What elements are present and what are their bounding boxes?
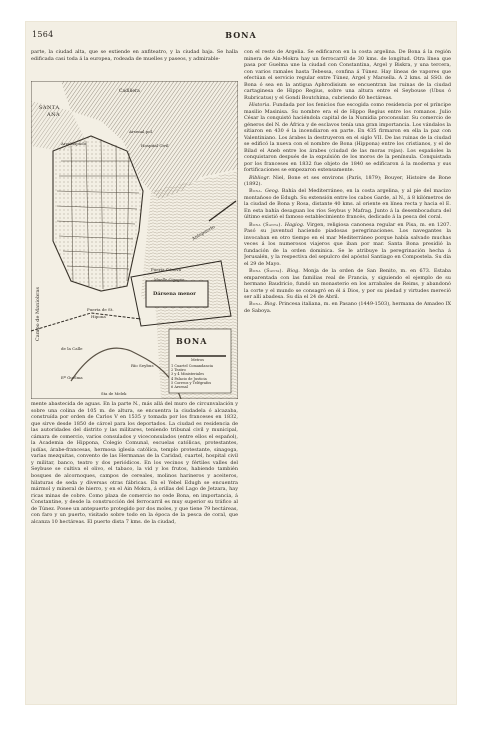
map-label-cadiliera: Cadiliera [119, 89, 140, 94]
left-column-top [31, 49, 238, 80]
city-map [31, 81, 238, 399]
map-label-darsena: Dársena menor [153, 291, 196, 297]
legend-item: 2 Teatro [171, 368, 186, 373]
paragraph [244, 102, 451, 174]
map-label-campo-maniobras: Campo de Maniobras [35, 286, 42, 342]
entry-head: Bona. [249, 188, 265, 195]
entry-text: Fundada por los fenicios fue escogida como residencia por el príncipe masilio Masinisa. Su nombre era el de Hippo Regius entre los romanos. Julio César la conquistó haciéndola capital de la Numidia proconsular. Su comercio de géneros del N. de África y de esclavos tenía una gran importancia. Los vándalos la sitiaron en 430 é la incendiaron en parte. En 435 firmaron en ella la paz con Valentiniano. Los árabes la destruyeron en el siglo VII. De las ruinas de la ciudad se edificó la nueva con el nombre de Bona (Hippona) entre los cristianos, y el de Bilad el Aneb entre los árabes (ciudad de las moras rojas). Los españoles la conquistaron después de la expulsión de los moros de la península. Conquistada por los franceses en 1832 fue objeto de 1840 se edificaron á la moderna y sus fortificaciones se empezaron extensamente. [244, 101, 451, 174]
map-label-puerta-st: Puerta de St. [87, 307, 114, 312]
section-lead: Bibliogr. [249, 174, 271, 181]
paragraph: parte, la ciudad alta, que se extiende en anfiteatro, y la ciudad baja. Se halla edificada casi toda á la europea, rodeada de muelles y paseos, y admirable- [31, 49, 238, 62]
map-label-ana: ANA [47, 112, 61, 118]
entry-text: Monja de la orden de San Benito, m. en 673. Estaba emparentada con las familias real de Francia, y siguiendo el ejemplo de su hermano Baudricio, fundó un monasterio en los arrabales de Reims, y abandonó la corte y el mundo se consagró en él á Dios, y por su piedad y virtudes mereció ser allí abadesa. Su día el 24 de Abril. [244, 268, 451, 301]
dictionary-entry [244, 188, 451, 221]
legend-item: 5 Correos y Telégrafos [171, 380, 212, 385]
entry-category: Biog. [264, 301, 278, 308]
dictionary-entry [244, 222, 451, 268]
encyclopedia-page [26, 22, 456, 704]
map-legend [171, 364, 213, 389]
dictionary-entry [244, 268, 451, 301]
map-label-puerta-genova: Puerta Génova [151, 267, 182, 272]
entry-text: Virgen, religiosa canonesa regular en Pisa, m. en 1207. Pasó su juventud haciendo piadosas peregrinaciones. Los navegantes la invocaban en otro tiempo en el mar Mediterráneo porque había salvado muchas veces á los numerosos viajeros que iban por mar. Santa Bona presidió la fundación de la orden dominica. Se le atribuye la peregrinación hecha á Jerusalén, y la respectiva del sepulcro del apóstol Santiago en Compostela. Su día el 29 de Mayo. [244, 221, 451, 267]
paragraph [244, 175, 451, 188]
paragraph: mente abastecida de aguas. En la parte N., más allá del muro de circunvalación y sobre una colina de 105 m. de altura, se encuentra la ciudadela ó alcazaba, construída por orden de Carlos V en 1535 y tomada por los franceses en 1832, que sirve desde 1850 de cárcel para los deportados. La ciudad es residencia de las autoridades del distrito y las militares, teniendo tribunal civil y municipal, cámara de comercio, varios consulados y viceconsulados (entre ellos el español), la Academia de Hippona, Colegio Comunal, escuelas católicas, protestantes, judías, árabe-francesas, hermosa iglesia católica, templo protestante, sinagoga, varias mezquitas, convento de las Hermanas de la Caridad, cuartel, hospital civil y militar, banco, teatro y dos periódicos. En los vecinos y fértiles valles del Seybuse se cultiva el olivo, el tabaco, la vid y los frutos, habiendo también bosques de alcornoques, campos de cereales, molinos harineros y aceiteros, hilaturas de seda y diversas otras fábricas. En el Yebel Edugh se encuentra mármol y mineral de hierro, y en el Ain Mokra, á orillas del Lago de Jetzara, hay ricas minas de cobre. Como plaza de comercio no cede Bona, en importancia, á Constantine, y desde la construcción del ferrocarril es muy superior su tráfico al de Túnez. Posee un antepuerto protegido por dos moles, y que tiene 79 hectáreas, con faro y un puerto, visitado sobre todo en la época de la pesca de coral, que alcanza 10 hectáreas. El puerto dista 7 kms. de la ciudad, [31, 401, 238, 525]
dictionary-entry [244, 301, 451, 314]
entry-category: Hagiog. [284, 221, 305, 228]
entry-head: Bona (Santa). [249, 221, 285, 228]
legend-item: 1 Cuartel Comandancia [171, 364, 213, 368]
entry-text: Bahía del Mediterráneo, en la costa argelina, y al pie del macizo montañoso de Edugh. Su extensión entre los cabos Garde, al N., á 8 kilómetros de la ciudad de Bona y Rosa, distante 40 kms. al oriente en línea recta y hacia el E. En esta bahía desaguan los ríos Seybus y Mafrag. Junto á la desembocadura del último existió el famoso establecimiento francés, dedicado á la pesca del coral. [244, 188, 451, 221]
map-label-arzobispado: Arzobispado [61, 141, 87, 146]
map-label-arsenal: Arsenal pol. [129, 129, 154, 134]
entry-head: Bona (Santa). [249, 268, 287, 275]
map-label-hipona: Hipona [91, 314, 106, 319]
map-scale-label: Metros [191, 358, 204, 362]
entry-text: Princesa italiana, m. en Pasano (1449-1503), hermana de Amadeo IX de Saboya. [244, 301, 451, 314]
map-label-la-calle: de la Calle [61, 346, 83, 351]
running-title: BONA [225, 30, 257, 40]
entry-text: con el resto de Argelia. Se edificaron en la costa argelina. De Bona á la región minera de Ain-Mokra hay un ferrocarril de 30 kms. de longitud. Otra línea que pasa por Guelma une la ciudad con Constantina, Argel y Biskra, y una tercera, con varios ramales hasta Tebessa, confina á Túnez. Hay líneas de vapores que efectúan el servicio regular entre Túnez, Argel y Marsella. A 2 kms. al SSO. de Bona ó sea en la antigua Aphrodisium se encuentran las ruinas de la ciudad cartaginesa de Hippo Regius, sobre una altura entre el Seybouse (Ubus ó Rubricatus) y el Gondi Boutchima, cubriendo 60 hectáreas. [244, 49, 451, 101]
legend-item: 4 Palacio de Justicia [171, 376, 207, 381]
entry-category: Biog. [286, 268, 300, 275]
map-label-antepuerto: Antepuerto [191, 224, 217, 243]
entry-text: Niel, Bone et ses environs (París, 1879); Bouyer, Histoire de Bone (1892). [244, 174, 451, 188]
entry-head: Bona. [249, 301, 265, 308]
section-lead: Historia. [249, 101, 271, 108]
map-label-hospital: Hospital Civil [141, 143, 169, 148]
map-label-st-melek: Sta de Melek [101, 391, 127, 396]
legend-item: 3 y 4 Ministeriales [171, 372, 204, 377]
entry-category: Geog. [264, 188, 280, 195]
map-label-seybus: Río Seybus [131, 363, 154, 368]
map-label-muelle: Muelle Cigogne [154, 277, 185, 282]
paragraph [244, 49, 451, 101]
map-label-santa: SANTA [39, 105, 60, 111]
right-column [244, 49, 451, 694]
map-title: BONA [176, 336, 208, 346]
left-column-bottom [31, 401, 238, 689]
legend-item: 6 Arsenal [171, 385, 188, 390]
map-label-guelma: Eª Guelma [61, 375, 83, 380]
page-number: 1564 [32, 30, 54, 39]
